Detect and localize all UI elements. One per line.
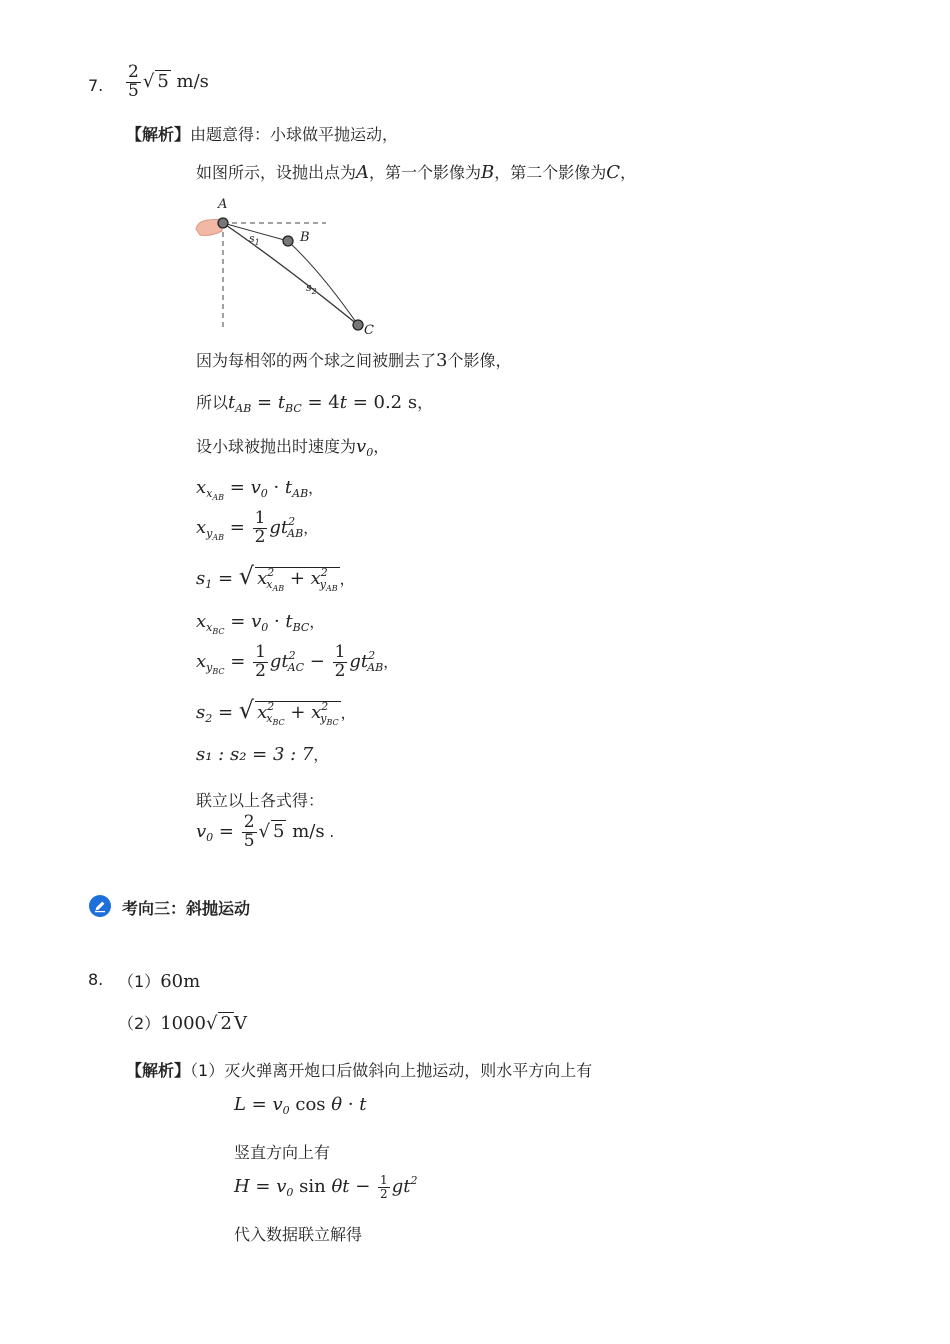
label-a: A (218, 197, 228, 212)
eq-L: $L = v_0$ cos θ · t (234, 1094, 367, 1117)
label-s1: $s_1$ (249, 232, 260, 247)
q7-line4: 所以$t_{AB} = t_{BC} = 4t = 0.2$ s， (196, 392, 434, 415)
chord-s2 (288, 241, 358, 325)
q7-number: 7. (88, 76, 104, 95)
ball-c (353, 320, 363, 330)
q7-answer: $\frac{2}{5}$ √ 5 m/s (128, 62, 209, 101)
label-s2: $s_2$ (306, 281, 317, 296)
eq-ratio: s₁ : s₂ = 3 : 7， (196, 744, 329, 765)
q8-part2: （2）1000√ 2 V (118, 1013, 247, 1034)
eq-s1: $s_1$ = √ $x^2_{x_{AB}} + x^2_{y_{AB}}$， (196, 562, 355, 594)
q8-analysis: 【解析】（1）灭火弹离开炮口后做斜向上抛运动，则水平方向上有 (126, 1061, 593, 1080)
eq-H: $H = v_0$ sin θt − $\frac{1}{2}$ $gt^2$ (234, 1173, 418, 1201)
q8-solve: 代入数据联立解得 (234, 1225, 363, 1244)
ball-a (218, 218, 228, 228)
q7-line5: 设小球被抛出时速度为$v_0$， (196, 436, 390, 459)
eq-x-ab: $x_{x_{AB}} = v_0 \cdot t_{AB}$， (196, 477, 324, 503)
section-title: 考向三：斜抛运动 (122, 899, 251, 918)
ball-b (283, 236, 293, 246)
eq-x-bc: $x_{x_{BC}} = v_0 \cdot t_{BC}$， (196, 611, 325, 637)
label-b: B (300, 230, 310, 245)
q8-part1: （1）60m (118, 971, 201, 992)
q7-combine: 联立以上各式得： (196, 791, 325, 810)
edit-icon (89, 895, 111, 917)
q7-analysis: 【解析】由题意得：小球做平抛运动， (126, 125, 399, 144)
eq-y-ab: $x_{y_{AB}}$ = $\frac{1}{2}$ $gt^2_{AB}$， (196, 508, 319, 547)
projectile-figure (194, 195, 384, 340)
label-c: C (364, 323, 374, 338)
eq-s2: $s_2$ = √ $x^2_{x_{BC}} + x^2_{y_{BC}}$， (196, 696, 356, 728)
eq-v0: $v_0$ = $\frac{2}{5}$ √ 5 m/s . (196, 812, 335, 851)
q8-number: 8. (88, 970, 104, 989)
eq-y-bc: $x_{y_{BC}}$ = $\frac{1}{2}$ $gt^2_{AC}$ − $\frac{1}{2}$ $gt^2_{AB}$， (196, 642, 399, 681)
q7-setup-line: 如图所示，设抛出点为A，第一个影像为B，第二个影像为C， (196, 162, 637, 183)
q7-line3: 因为每相邻的两个球之间被删去了3个影像， (196, 350, 512, 371)
q8-vertical: 竖直方向上有 (234, 1143, 331, 1162)
